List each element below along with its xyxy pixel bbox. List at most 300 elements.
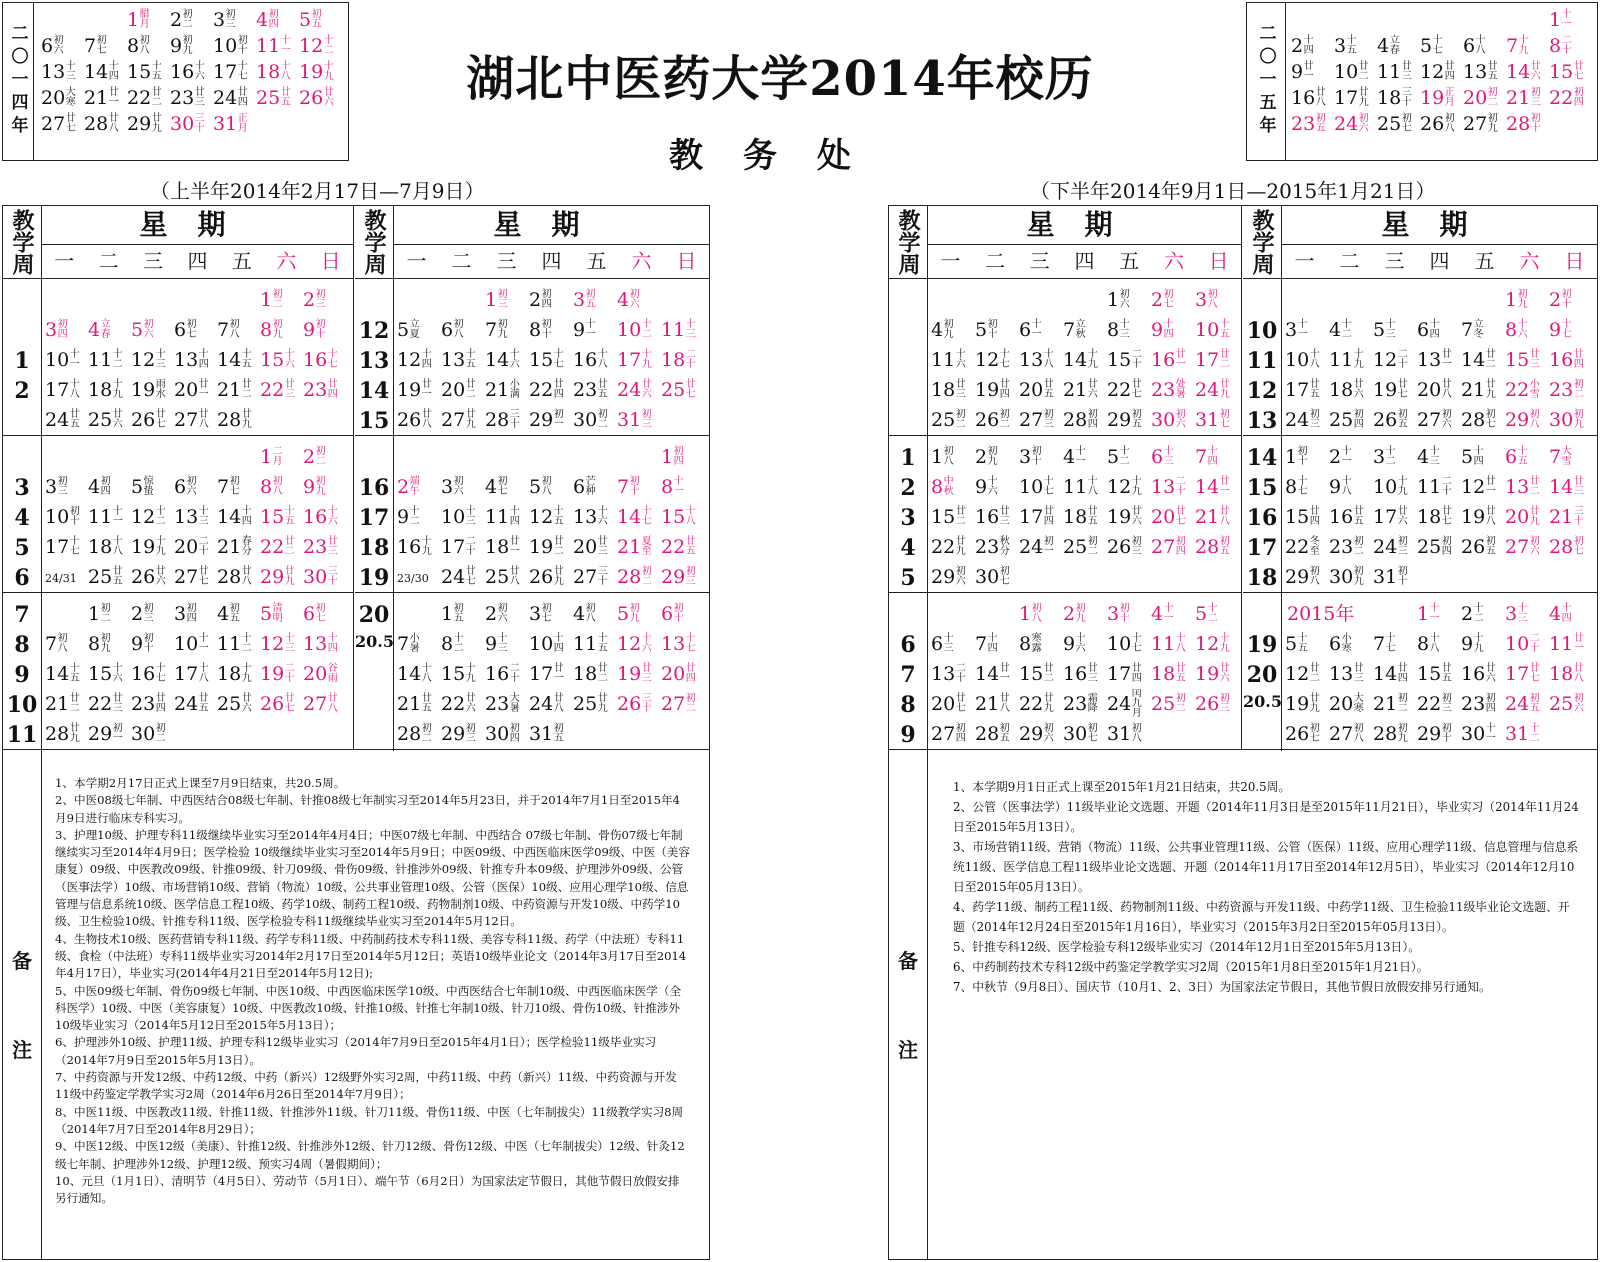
lunar-date: 初三 — [497, 289, 508, 310]
day-number: 21 — [617, 536, 642, 558]
lunar-date: 初六 — [629, 289, 640, 310]
day-number: 2 — [303, 289, 316, 311]
lunar-date: 十三 — [198, 506, 209, 527]
note-item: 5、针推专科12级、医学检验专科12级毕业实习（2014年12月1日至2015年5月13日）。 — [953, 940, 1421, 954]
lunar-date: 廿九 — [241, 409, 252, 430]
week-row — [931, 562, 1239, 592]
lunar-date: 十六 — [112, 663, 123, 684]
day-cell — [217, 285, 260, 315]
day-cell — [529, 599, 573, 629]
day-number: 15 — [1505, 349, 1530, 371]
day-cell — [441, 375, 485, 405]
day-cell — [1329, 562, 1373, 592]
day-number: 5 — [617, 603, 630, 625]
lunar-date: 初十 — [673, 603, 684, 624]
day-cell — [1549, 502, 1593, 532]
day-cell — [529, 285, 573, 315]
lunar-date: 廿八 — [1441, 379, 1452, 400]
day-cell — [1019, 405, 1063, 435]
week-row — [931, 689, 1239, 719]
week-number: 7 — [14, 602, 30, 628]
day-cell — [661, 599, 705, 629]
note-item: 5、中医09级七年制、骨伤09级七年制、中医10级、中西医临床医学10级、中西医结合七年制10级、中西医临床医学（全科医学）10级、中医（美容康复）10级、中医教改10级、针推10级、针推七年制10级、针刀10级、骨伤10级、针推涉外10级毕业实习（2014年5月12日至2015年5月13日）； — [55, 983, 682, 1033]
day-cell — [88, 472, 131, 502]
day-cell — [1063, 599, 1107, 629]
day-number: 1 — [1417, 603, 1430, 625]
day-number: 10 — [1107, 633, 1132, 655]
day-cell — [1417, 375, 1461, 405]
lunar-date: 十六 — [955, 349, 966, 370]
day-number: 21 — [975, 693, 1000, 715]
lunar-date: 十二 — [1119, 446, 1130, 467]
day-cell — [1373, 659, 1417, 689]
lunar-date: 大雪 — [1561, 446, 1572, 467]
day-number: 14 — [1195, 476, 1220, 498]
day-cell — [485, 472, 529, 502]
notes-label: 备 注 — [889, 749, 928, 1259]
lunar-date: 初九 — [315, 476, 326, 497]
day-number: 21 — [217, 379, 242, 401]
day-cell — [617, 375, 661, 405]
week-row — [1285, 442, 1593, 472]
day-number: 15 — [661, 506, 686, 528]
day-cell — [1329, 659, 1373, 689]
day-number: 26 — [975, 409, 1000, 431]
day-cell — [441, 315, 485, 345]
day-cell — [303, 405, 346, 435]
lunar-date: 十一 — [112, 506, 123, 527]
lunar-date: 廿三 — [1529, 349, 1540, 370]
lunar-date: 谷雨 — [327, 663, 338, 684]
day-cell — [174, 442, 217, 472]
lunar-date: 廿九 — [69, 723, 80, 744]
week-row — [397, 562, 705, 592]
day-cell — [1195, 375, 1239, 405]
lunar-date: 三十 — [641, 693, 652, 714]
day-cell — [441, 285, 485, 315]
week-number: 1 — [900, 445, 916, 471]
day-cell — [397, 375, 441, 405]
day-cell — [441, 689, 485, 719]
lunar-date: 廿二 — [1309, 663, 1320, 684]
month-block — [1243, 593, 1597, 751]
lunar-date: 三十 — [194, 113, 205, 134]
lunar-date: 十八 — [1475, 35, 1486, 56]
day-number: 16 — [303, 349, 328, 371]
year-label-2014: 二〇一四年 — [3, 3, 34, 160]
day-cell — [1107, 659, 1151, 689]
day-cell — [303, 442, 346, 472]
lunar-date: 廿五 — [69, 409, 80, 430]
day-number: 30 — [573, 409, 598, 431]
day-number: 5 — [1195, 603, 1208, 625]
day-cell — [41, 7, 84, 33]
day-cell — [1019, 285, 1063, 315]
day-number: 24 — [213, 87, 238, 109]
day-number: 13 — [931, 663, 956, 685]
lunar-date: 初七 — [1485, 409, 1496, 430]
day-cell — [1107, 405, 1151, 435]
day-number: 5 — [131, 319, 144, 341]
day-cell — [529, 719, 573, 749]
day-number: 21 — [1373, 693, 1398, 715]
day-cell — [217, 719, 260, 749]
day-cell — [1291, 59, 1334, 85]
week-row — [1285, 285, 1593, 315]
day-number: 22 — [1505, 379, 1530, 401]
day-cell — [1417, 719, 1461, 749]
day-cell — [1107, 689, 1151, 719]
day-number: 26 — [260, 693, 285, 715]
lunar-date: 十一 — [198, 633, 209, 654]
day-number: 24 — [1285, 409, 1310, 431]
lunar-date: 廿七 — [685, 379, 696, 400]
day-cell — [617, 719, 661, 749]
lunar-date: 十六 — [987, 476, 998, 497]
week-row — [397, 405, 705, 435]
day-cell — [1019, 315, 1063, 345]
lunar-date: 初七 — [1401, 113, 1412, 134]
day-number: 12 — [975, 349, 1000, 371]
day-number: 16 — [1063, 663, 1088, 685]
day-cell — [1019, 345, 1063, 375]
lunar-date: 十八 — [1341, 476, 1352, 497]
week-number: 2 — [14, 378, 30, 404]
day-number: 26 — [1420, 113, 1445, 135]
day-number: 26 — [617, 693, 642, 715]
day-cell — [260, 629, 303, 659]
day-cell — [45, 689, 88, 719]
week-row — [1285, 345, 1593, 375]
day-number: 26 — [299, 87, 324, 109]
lunar-date: 初九 — [1397, 723, 1408, 744]
lunar-date: 十四 — [553, 633, 564, 654]
day-number: 10 — [1285, 349, 1310, 371]
weekday-title: 星期 — [1282, 206, 1598, 245]
day-number: 11 — [485, 506, 510, 528]
day-number: 19 — [529, 536, 554, 558]
lunar-date: 廿八 — [509, 566, 520, 587]
day-number: 14 — [1063, 349, 1088, 371]
day-number: 6 — [41, 35, 54, 57]
day-cell — [1107, 599, 1151, 629]
lunar-date: 廿四 — [237, 87, 248, 108]
month-block — [355, 436, 709, 593]
day-number: 13 — [41, 61, 66, 83]
day-cell — [975, 659, 1019, 689]
day-number: 6 — [174, 476, 187, 498]
lunar-date: 廿七 — [1175, 506, 1186, 527]
day-cell — [174, 502, 217, 532]
week-row — [397, 472, 705, 502]
day-cell — [441, 345, 485, 375]
lunar-date: 廿八 — [1315, 87, 1326, 108]
lunar-date: 初十 — [69, 506, 80, 527]
day-cell — [1506, 59, 1549, 85]
day-cell — [1334, 7, 1377, 33]
day-number: 30 — [975, 566, 1000, 588]
day-cell — [174, 285, 217, 315]
day-cell — [303, 502, 346, 532]
lunar-date: 初十 — [1561, 289, 1572, 310]
lunar-date: 初五 — [553, 723, 564, 744]
lunar-date: 廿二 — [241, 379, 252, 400]
month-block — [355, 593, 709, 751]
day-cell — [573, 375, 617, 405]
day-number: 14 — [617, 506, 642, 528]
lunar-date: 廿五 — [1441, 663, 1452, 684]
day-cell — [617, 315, 661, 345]
day-number: 20 — [1151, 506, 1176, 528]
week-row — [45, 629, 346, 659]
week-number: 18 — [358, 535, 390, 561]
day-cell — [397, 472, 441, 502]
mini-calendar-2014 — [2, 2, 349, 161]
lunar-date: 初八 — [139, 35, 150, 56]
week-column-header: 教学周 — [3, 206, 42, 279]
day-cell — [1285, 599, 1329, 629]
day-number: 1 — [661, 446, 674, 468]
day-cell — [217, 472, 260, 502]
day-cell — [41, 33, 84, 59]
day-cell — [1417, 405, 1461, 435]
day-cell — [1417, 689, 1461, 719]
lunar-date: 初七 — [497, 476, 508, 497]
day-cell — [131, 375, 174, 405]
lunar-date: 廿二 — [284, 536, 295, 557]
day-cell — [529, 315, 573, 345]
day-cell — [1329, 345, 1373, 375]
week-number: 13 — [358, 348, 390, 374]
day-cell — [217, 345, 260, 375]
day-cell — [661, 502, 705, 532]
day-cell — [573, 285, 617, 315]
day-cell — [299, 33, 342, 59]
lunar-date: 十七 — [1043, 476, 1054, 497]
lunar-date: 中秋 — [943, 476, 954, 497]
day-cell — [1019, 472, 1063, 502]
day-number: 13 — [441, 349, 466, 371]
lunar-date: 十四 — [1429, 319, 1440, 340]
day-cell — [1063, 442, 1107, 472]
day-number: 7 — [485, 319, 498, 341]
day-cell — [975, 562, 1019, 592]
lunar-date: 十一 — [1429, 603, 1440, 624]
day-cell — [1329, 442, 1373, 472]
lunar-date: 二月 — [272, 446, 283, 467]
day-cell — [1420, 59, 1463, 85]
note-item: 7、中药资源与开发12级、中药12级、中药（新兴）12级野外实习2周，中药11级、中药（新兴）11级、中药资源与开发11级中药鉴定学教学实习2周（2014年6月26日至2014年7月9日）； — [55, 1070, 677, 1102]
lunar-date: 十七 — [155, 663, 166, 684]
lunar-date: 初四 — [57, 319, 68, 340]
day-cell — [441, 442, 485, 472]
day-cell — [397, 659, 441, 689]
day-cell — [217, 629, 260, 659]
day-number: 13 — [1505, 476, 1530, 498]
day-number: 16 — [303, 506, 328, 528]
day-number: 4 — [1377, 35, 1390, 57]
week-row — [397, 599, 705, 629]
day-number: 1 — [1019, 603, 1032, 625]
day-cell — [1151, 562, 1195, 592]
lunar-date: 初二 — [315, 446, 326, 467]
day-cell — [485, 345, 529, 375]
week-row — [45, 532, 346, 562]
day-cell — [260, 719, 303, 749]
day-number: 11 — [1549, 633, 1574, 655]
lunar-date: 初六 — [497, 603, 508, 624]
day-number: 20 — [174, 379, 199, 401]
day-number: 21 — [1549, 506, 1574, 528]
day-number: 4 — [1417, 446, 1430, 468]
day-number: 1 — [931, 446, 944, 468]
lunar-date: 大寒 — [65, 87, 76, 108]
lunar-date: 初三 — [465, 723, 476, 744]
lunar-date: 十三 — [497, 633, 508, 654]
lunar-date: 初九 — [1517, 289, 1528, 310]
day-cell — [1373, 375, 1417, 405]
day-number: 12 — [1107, 476, 1132, 498]
lunar-date: 初八 — [943, 446, 954, 467]
lunar-date: 十三 — [1385, 319, 1396, 340]
day-number: 17 — [1195, 349, 1220, 371]
day-cell — [397, 405, 441, 435]
lunar-date: 廿六 — [1087, 379, 1098, 400]
day-cell — [260, 689, 303, 719]
lunar-date: 十九 — [112, 379, 123, 400]
day-number: 2 — [529, 289, 542, 311]
day-number: 18 — [1549, 663, 1574, 685]
day-number: 18 — [931, 379, 956, 401]
day-number: 13 — [1151, 476, 1176, 498]
day-number: 10 — [1195, 319, 1220, 341]
day-number: 5 — [975, 319, 988, 341]
lunar-date: 初二 — [641, 566, 652, 587]
week-number-column — [889, 436, 928, 592]
lunar-date: 初八 — [1529, 409, 1540, 430]
day-number: 2 — [397, 476, 410, 498]
day-number: 16 — [975, 506, 1000, 528]
day-cell — [1334, 111, 1377, 137]
day-cell — [1195, 442, 1239, 472]
day-number: 27 — [1019, 409, 1044, 431]
lunar-date: 十四 — [108, 61, 119, 82]
day-number: 3 — [1195, 289, 1208, 311]
week-row — [1285, 405, 1593, 435]
lunar-date: 廿八 — [1573, 663, 1584, 684]
day-cell — [1420, 85, 1463, 111]
day-number: 7 — [397, 633, 410, 655]
day-number: 25 — [1063, 536, 1088, 558]
day-number: 1 — [88, 603, 101, 625]
day-number: 27 — [174, 409, 199, 431]
day-number: 22 — [529, 379, 554, 401]
day-cell — [1063, 502, 1107, 532]
day-cell — [573, 502, 617, 532]
day-cell — [1505, 375, 1549, 405]
day-number: 20 — [441, 379, 466, 401]
day-cell — [1151, 405, 1195, 435]
lunar-date: 十五 — [69, 663, 80, 684]
weekday-title: 星期 — [42, 206, 354, 245]
lunar-date: 十五 — [597, 633, 608, 654]
day-cell — [661, 375, 705, 405]
weekday-label: 一 — [406, 249, 427, 273]
lunar-date: 初八 — [1353, 723, 1364, 744]
day-cell — [1151, 502, 1195, 532]
lunar-date: 初二 — [955, 409, 966, 430]
lunar-date: 初三 — [57, 476, 68, 497]
day-cell — [1373, 599, 1417, 629]
day-number: 9 — [1151, 319, 1164, 341]
day-cell — [1420, 111, 1463, 137]
day-number: 6 — [303, 603, 316, 625]
day-number: 14 — [485, 349, 510, 371]
day-cell — [441, 532, 485, 562]
lunar-date: 正月 — [237, 113, 248, 134]
lunar-date: 十四 — [509, 506, 520, 527]
weekday-label: 日 — [1564, 249, 1585, 273]
day-number: 28 — [1506, 113, 1531, 135]
day-number: 15 — [1417, 663, 1442, 685]
note-item: 10、元旦（1月1日）、清明节（4月5日）、劳动节（5月1日）、端午节（6月2日）为国家法定节假日，其他节假日放假安排另行通知。 — [55, 1173, 680, 1206]
lunar-date: 十六 — [597, 506, 608, 527]
day-number: 17 — [441, 536, 466, 558]
week-number-column — [355, 593, 394, 751]
day-number: 20 — [1417, 379, 1442, 401]
day-number: 8 — [661, 476, 674, 498]
lunar-date: 十八 — [421, 663, 432, 684]
lunar-date: 廿九 — [465, 409, 476, 430]
weekday-header-row — [928, 244, 1242, 279]
day-cell — [174, 689, 217, 719]
day-cell — [170, 33, 213, 59]
day-cell — [661, 532, 705, 562]
day-cell — [174, 375, 217, 405]
week-number-column — [1243, 593, 1282, 751]
day-number: 29 — [1285, 566, 1310, 588]
week-row — [397, 315, 705, 345]
lunar-date: 十二 — [1385, 446, 1396, 467]
lunar-date: 廿四 — [1131, 663, 1142, 684]
day-cell — [573, 442, 617, 472]
week-row — [931, 285, 1239, 315]
day-number: 23/30 — [397, 571, 429, 585]
day-number: 2 — [1549, 289, 1562, 311]
day-number: 1 — [260, 446, 273, 468]
day-cell — [45, 719, 88, 749]
lunar-date: 初四 — [186, 603, 197, 624]
lunar-date: 廿三 — [1401, 61, 1412, 82]
day-cell — [303, 472, 346, 502]
day-number: 12 — [131, 506, 156, 528]
day-cell — [1461, 599, 1505, 629]
day-cell — [1329, 315, 1373, 345]
lunar-date: 廿九 — [1529, 506, 1540, 527]
day-number: 25 — [256, 87, 281, 109]
day-cell — [1505, 472, 1549, 502]
day-number: 8 — [441, 633, 454, 655]
mini-week-row — [1291, 7, 1592, 33]
day-cell — [303, 532, 346, 562]
day-cell — [170, 85, 213, 111]
lunar-date: 十八 — [112, 536, 123, 557]
day-cell — [260, 659, 303, 689]
lunar-date: 十二 — [112, 349, 123, 370]
day-cell — [174, 315, 217, 345]
day-cell — [975, 375, 1019, 405]
lunar-date: 初二 — [1573, 379, 1584, 400]
